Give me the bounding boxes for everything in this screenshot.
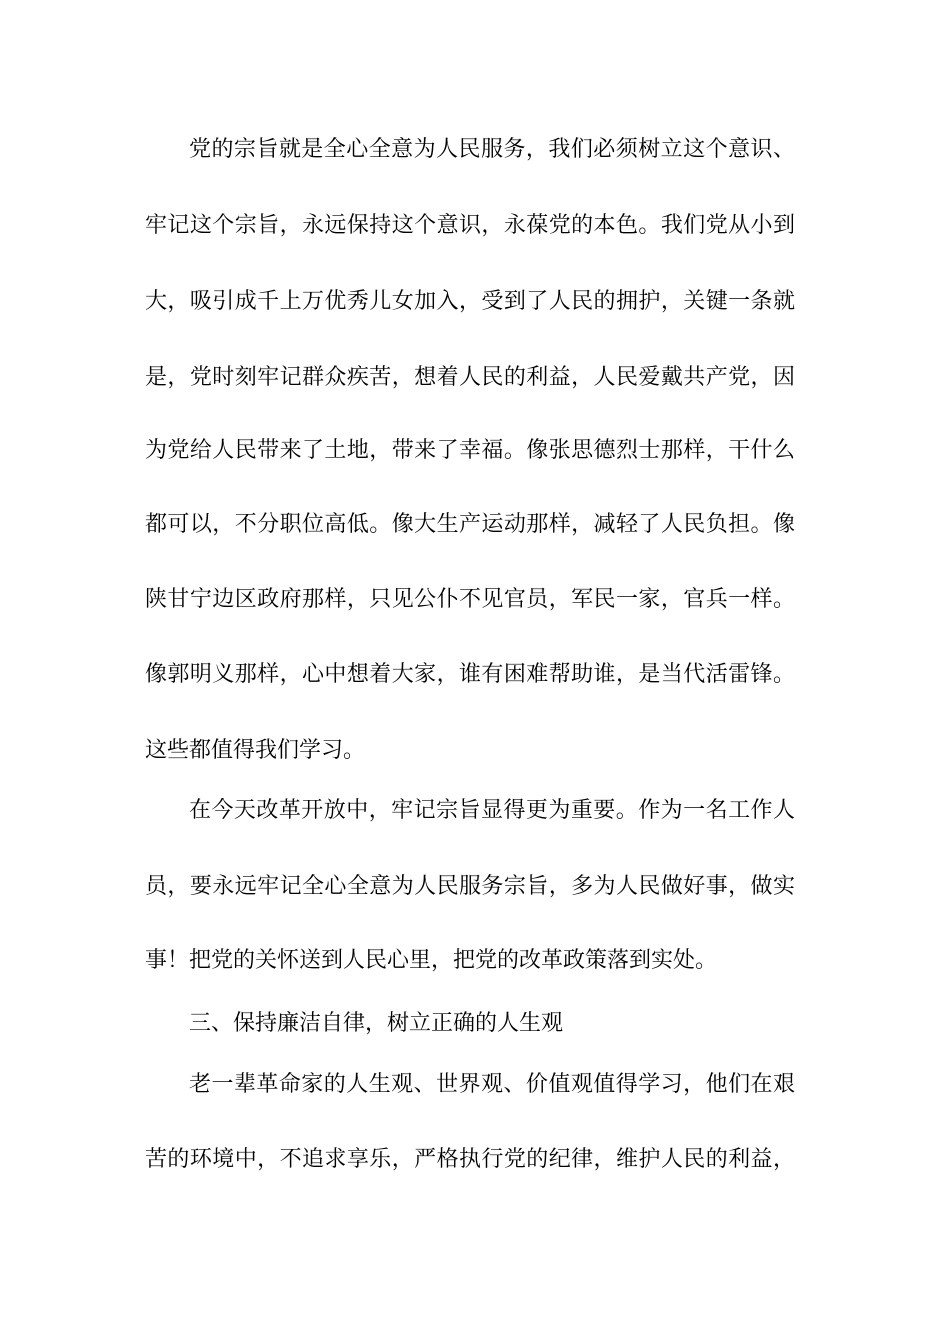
- paragraph-2-line-1: 在今天改革开放中，牢记宗旨显得更为重要。作为一名工作人: [189, 798, 795, 823]
- paragraph-3-line-1: 老一辈革命家的人生观、世界观、价值观值得学习，他们在艰: [189, 1072, 795, 1097]
- paragraph-1-line-8: 像郭明义那样，心中想着大家，谁有困难帮助谁，是当代活雷锋。: [145, 662, 795, 687]
- section-heading: 三、保持廉洁自律，树立正确的人生观: [189, 1011, 564, 1036]
- paragraph-1-line-5: 为党给人民带来了土地，带来了幸福。像张思德烈士那样，干什么: [145, 438, 795, 463]
- paragraph-1-line-4: 是，党时刻牢记群众疾苦，想着人民的利益，人民爱戴共产党，因: [145, 365, 795, 390]
- paragraph-1-line-6: 都可以，不分职位高低。像大生产运动那样，减轻了人民负担。像: [145, 512, 795, 537]
- paragraph-1-line-1: 党的宗旨就是全心全意为人民服务，我们必须树立这个意识、: [189, 137, 795, 162]
- paragraph-1-line-3: 大，吸引成千上万优秀儿女加入，受到了人民的拥护，关键一条就: [145, 289, 795, 314]
- paragraph-1-line-9: 这些都值得我们学习。: [145, 738, 366, 763]
- paragraph-1-line-2: 牢记这个宗旨，永远保持这个意识，永葆党的本色。我们党从小到: [145, 213, 795, 238]
- paragraph-3-line-2: 苦的环境中，不追求享乐，严格执行党的纪律，维护人民的利益，: [145, 1147, 795, 1172]
- paragraph-2-line-2: 员，要永远牢记全心全意为人民服务宗旨，多为人民做好事，做实: [145, 874, 795, 899]
- paragraph-1-line-7: 陕甘宁边区政府那样，只见公仆不见官员，军民一家，官兵一样。: [145, 587, 795, 612]
- paragraph-2-line-3: 事！把党的关怀送到人民心里，把党的改革政策落到实处。: [145, 948, 718, 973]
